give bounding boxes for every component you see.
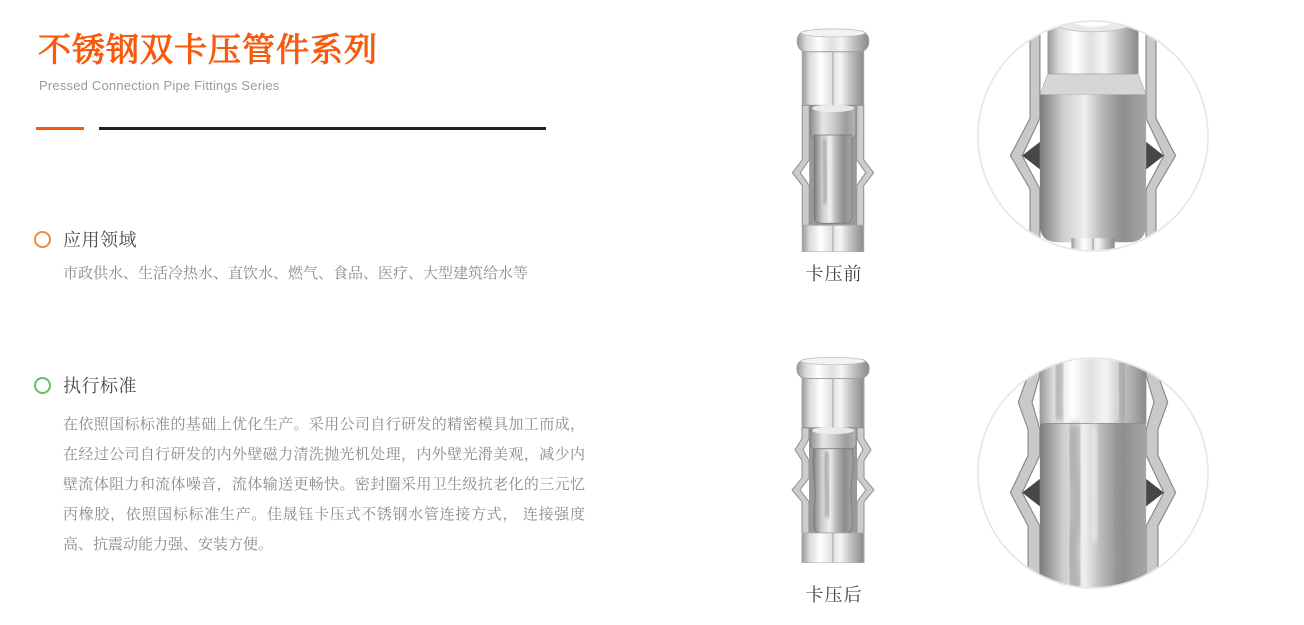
figure-label-before: 卡压前 xyxy=(805,264,863,284)
page-title: 不锈钢双卡压管件系列 xyxy=(38,31,378,68)
page-subtitle: Pressed Connection Pipe Fittings Series xyxy=(39,78,280,93)
section-standard-header xyxy=(34,372,137,398)
divider-line xyxy=(99,127,546,130)
pipe-after-image xyxy=(789,351,877,563)
section-standard-body: 在依照国标标准的基础上优化生产。采用公司自行研发的精密模具加工而成，在经过公司自行研发的内外壁磁力清洗抛光机处理，内外壁光滑美观，减少内壁流体阻力和流体噪音，流体输送更畅快。密封圈采用卫生级抗老化的三元忆丙橡胶，依照国标标准生产。佳晟钰卡压式不锈钢水管连接方式， 连接强度高、抗震动能力强、安装方便。 xyxy=(63,416,585,553)
pipe-before-image xyxy=(789,22,877,252)
ring-bullet-icon xyxy=(34,231,51,248)
section-application-body: 市政供水、生活冷热水、直饮水、燃气、食品、医疗、大型建筑给水等 xyxy=(63,265,529,282)
ring-bullet-icon xyxy=(34,377,51,394)
pipe-before-detail-image xyxy=(975,18,1211,254)
section-application-header xyxy=(34,226,137,252)
divider-accent-segment xyxy=(36,127,84,130)
section-application-title: 应用领域 xyxy=(63,230,137,250)
figure-label-after: 卡压后 xyxy=(805,585,863,605)
section-standard-title: 执行标准 xyxy=(63,376,137,396)
pipe-after-detail-image xyxy=(975,355,1211,591)
